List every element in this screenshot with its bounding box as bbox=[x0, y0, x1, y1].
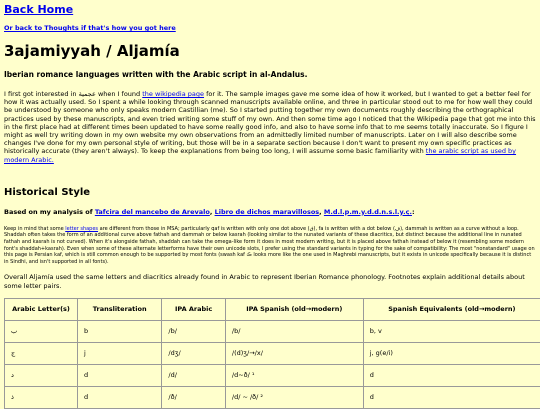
ipa-spanish-cell: /d/ ~ /ð/ ² bbox=[225, 386, 363, 408]
page-subtitle: Iberian romance languages written with the Arabic script in al-Andalus. bbox=[4, 70, 536, 80]
column-header: IPA Arabic bbox=[162, 298, 225, 320]
spanish-equivalents-cell: d bbox=[363, 364, 540, 386]
column-header: Transliteration bbox=[78, 298, 162, 320]
spanish-equivalents-cell: d bbox=[363, 386, 540, 408]
note-text-1: Keep in mind that some bbox=[4, 226, 65, 232]
table-row bbox=[5, 342, 540, 364]
overall-paragraph: Overall Aljamía used the same letters and diacritics already found in Arabic to represent Iberian Romance phonology. Footnotes explain additional details about some letter pairs. bbox=[4, 273, 536, 289]
table-row bbox=[5, 364, 540, 386]
page-title: 3ajamiyyah / Aljamía bbox=[4, 42, 536, 61]
section-title: Historical Style bbox=[4, 186, 536, 199]
ipa-spanish-cell: /(d)ʒ/→/x/ bbox=[225, 342, 363, 364]
analysis-prefix: Based on my analysis of bbox=[4, 208, 95, 216]
ipa-arabic-cell: /b/ bbox=[162, 320, 225, 342]
analysis-suffix: : bbox=[412, 208, 415, 216]
table-header-row bbox=[5, 298, 540, 320]
analysis-sep: , bbox=[319, 208, 324, 216]
spanish-equivalents-cell: b, v bbox=[363, 320, 540, 342]
note-text-2: are different from those in MSA; particularly qaf is written with only one dot above (ڧ), fa is written with a dot below (ڢ), dammah is written as a curve without a loop. Shaddah often takes the form of an additional curve above fathah and dammah or below kasrah (looking similar to the nunated variants of these diacritics, but distinct because the additional line in nunated fathah and kasrah is not curved). When it's alongside fathah, shaddah can take the omega-like form it does in most modern writing, but it is placed above fathah instead of below it (resembling some modern font's shaddah+kasrah). Even when some of these alternate letterforms have their own unicode slots, I prefer using the standard variants in typing for the sake of compatibility: The most "nonstandard" usage on this page is Persian kaf, which is still common enough to be supported by most fonts (swash kaf ڪ looks more like the one used in Maghrebi manuscripts, but it exists in unicode specifically because it is distinct in Sindhi, and isn't supported in all fonts). bbox=[4, 226, 535, 265]
source-link-tafcira[interactable]: Tafcira del mancebo de Arevalo bbox=[95, 208, 210, 216]
arabic-script-link[interactable]: the arabic script as used by modern Arabic. bbox=[4, 147, 516, 163]
wikipedia-link[interactable]: the wikipedia page bbox=[142, 90, 204, 98]
ipa-arabic-cell: /d/ bbox=[162, 364, 225, 386]
back-home-link[interactable]: Back Home bbox=[4, 3, 536, 17]
column-header: Spanish Equivalents (old→modern) bbox=[363, 298, 540, 320]
arabic-letter-cell: د bbox=[5, 364, 78, 386]
intro-text-3: for it. The sample images gave me some idea of how it worked, but I wanted to get a better feel for how it was actually used. So I spent a while looking through scanned manuscripts available online, and three in particular stood out to me for how well they could be understood by someone who only speaks modern Castillian (me). So I started putting together my own documents roughly describing the orthographical practices used by these manuscripts, and even tried writing some stuff of my own. And then some time ago I noticed that the Wikipedia page that got me into this in the first place had at different times been updated to have some really good info, and also to have some info that to me seems totally inaccurate. So I figure I might as well try writing down in my own website my own observations from an admittedly limited number of manuscripts. Later on I will also describe some changes I've done for my own personal style of writing, but those will be in a separate section because I don't want to present my own specific practices as historically accurate (they aren't always). To keep the explanations from being too long, I will assume some basic familiarity with bbox=[4, 90, 536, 155]
arabic-letter-cell: ج bbox=[5, 342, 78, 364]
table-row bbox=[5, 320, 540, 342]
arabic-letter-cell: ذ bbox=[5, 386, 78, 408]
transliteration-cell: d bbox=[78, 364, 162, 386]
intro-text-1: I first got interested in bbox=[4, 90, 79, 98]
analysis-sep: , bbox=[210, 208, 215, 216]
source-link-dichos[interactable]: Libro de dichos maravillosos bbox=[215, 208, 320, 216]
source-link-mdlpm[interactable]: M.d.l.p.m.y.d.d.n.s.l.y.ç. bbox=[324, 208, 412, 216]
arabic-letter-cell: ب bbox=[5, 320, 78, 342]
arabic-term: عجمية bbox=[79, 90, 96, 98]
letter-shapes-note bbox=[4, 226, 536, 266]
back-thoughts-link[interactable]: Or back to Thoughts if that's how you got here bbox=[4, 24, 536, 33]
transliteration-cell: j bbox=[78, 342, 162, 364]
column-header: Arabic Letter(s) bbox=[5, 298, 78, 320]
ipa-arabic-cell: /ð/ bbox=[162, 386, 225, 408]
transliteration-cell: d bbox=[78, 386, 162, 408]
intro-paragraph bbox=[4, 90, 536, 164]
ipa-spanish-cell: /b/ bbox=[225, 320, 363, 342]
letter-shapes-link[interactable]: letter shapes bbox=[65, 226, 98, 232]
column-header: IPA Spanish (old→modern) bbox=[225, 298, 363, 320]
spanish-equivalents-cell: j, g(e/i) bbox=[363, 342, 540, 364]
analysis-sources bbox=[4, 208, 536, 217]
transliteration-cell: b bbox=[78, 320, 162, 342]
letters-table bbox=[4, 298, 540, 409]
ipa-spanish-cell: /d~ð/ ¹ bbox=[225, 364, 363, 386]
intro-text-2: when I found bbox=[96, 90, 142, 98]
ipa-arabic-cell: /dʒ/ bbox=[162, 342, 225, 364]
